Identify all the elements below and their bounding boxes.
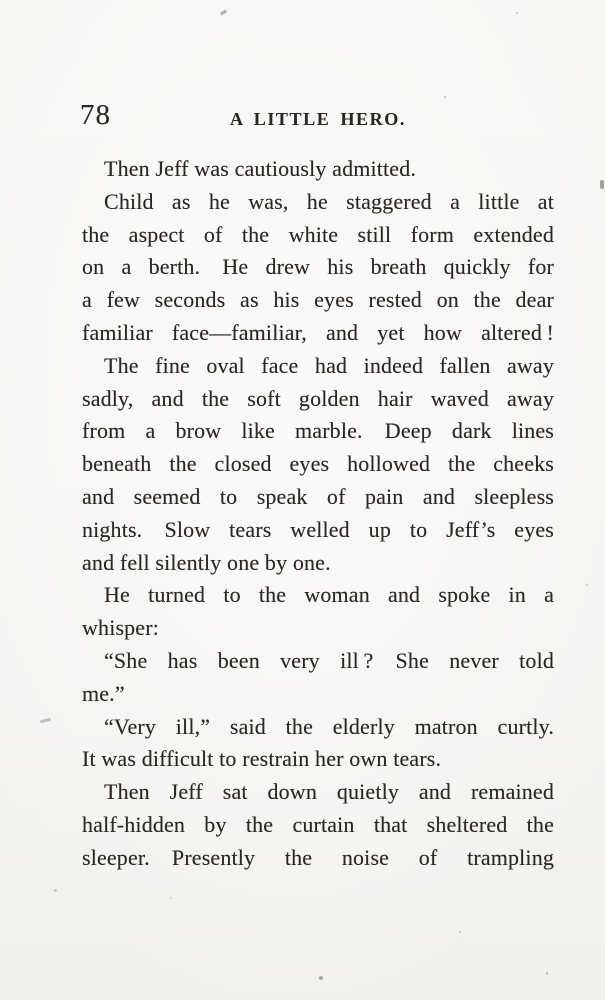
text-line: a few seconds as his eyes rested on the dear xyxy=(82,287,554,313)
text-line: “Very ill,” said the elderly matron curtly. xyxy=(104,713,554,739)
paragraph xyxy=(82,776,554,874)
text-line: nights. Slow tears welled up to Jeff’s eyes xyxy=(82,516,554,542)
scan-speck xyxy=(516,12,518,14)
scan-speck xyxy=(600,180,604,189)
scan-speck xyxy=(444,96,446,98)
text-line: and fell silently one by one. xyxy=(82,549,331,575)
scan-speck xyxy=(459,931,461,933)
text-line: whisper: xyxy=(82,615,159,641)
text-line: Child as he was, he staggered a little at xyxy=(104,188,554,214)
paragraph xyxy=(82,350,554,580)
scan-speck xyxy=(586,584,588,586)
running-title: A LITTLE HERO. xyxy=(230,109,406,129)
text-line: Then Jeff was cautiously admitted. xyxy=(104,156,417,181)
text-line: beneath the closed eyes hollowed the cheeks xyxy=(82,451,554,477)
page-body xyxy=(82,153,554,875)
paragraph xyxy=(82,579,554,645)
page-header xyxy=(80,99,554,132)
text-line: and seemed to speak of pain and sleepless xyxy=(82,483,554,509)
text-line: half-hidden by the curtain that sheltered the xyxy=(82,811,554,837)
page-number: 78 xyxy=(80,99,111,131)
text-line: Then Jeff sat down quietly and remained xyxy=(104,779,554,805)
text-line: It was difficult to restrain her own tears. xyxy=(82,746,442,772)
scan-speck xyxy=(319,976,323,980)
scan-speck xyxy=(220,10,228,16)
paragraph xyxy=(82,711,554,777)
text-line: from a brow like marble. Deep dark lines xyxy=(82,418,554,444)
scan-speck xyxy=(546,972,548,975)
text-line: sadly, and the soft golden hair waved away xyxy=(82,385,554,411)
text-line: He turned to the woman and spoke in a xyxy=(104,582,554,608)
scan-speck xyxy=(170,897,172,899)
paragraph xyxy=(82,186,554,350)
text-line: the aspect of the white still form extended xyxy=(82,221,554,247)
scan-speck xyxy=(40,718,51,724)
text-line: on a berth. He drew his breath quickly for xyxy=(82,254,554,280)
text-line: familiar face—familiar, and yet how altered ! xyxy=(82,319,554,345)
paragraph xyxy=(82,645,554,711)
text-line: The fine oval face had indeed fallen away xyxy=(104,352,554,378)
scan-speck xyxy=(54,889,57,892)
text-line: me.” xyxy=(82,680,125,706)
paragraph xyxy=(82,153,554,186)
text-line: “She has been very ill ? She never told xyxy=(104,647,554,673)
text-line: sleeper. Presently the noise of trampling xyxy=(82,844,554,870)
